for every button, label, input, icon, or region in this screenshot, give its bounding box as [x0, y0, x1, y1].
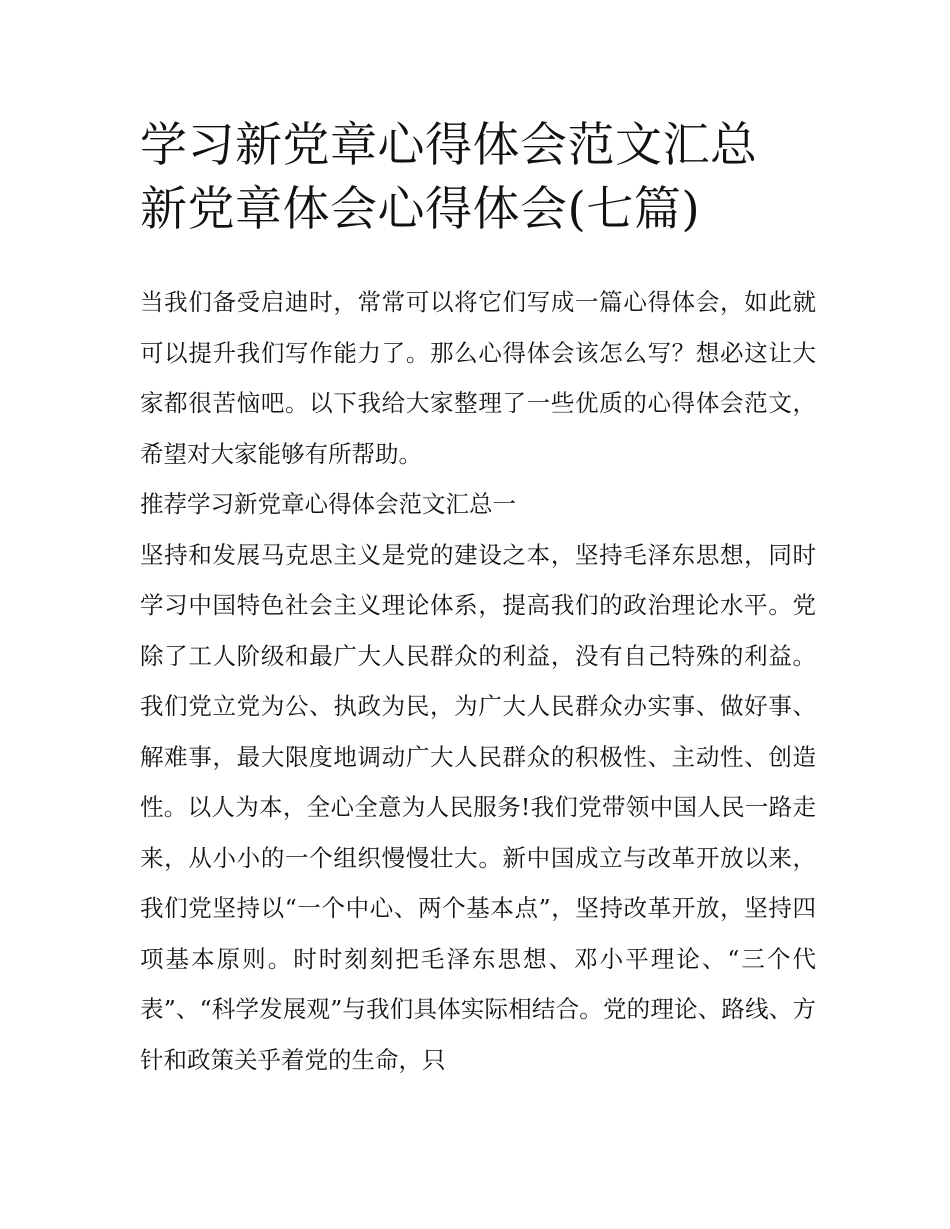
document-body — [140, 277, 816, 1085]
title-line-2: 新党章体会心得体会(七篇) — [140, 182, 701, 237]
title-line-1: 学习新党章心得体会范文汇总 — [140, 118, 758, 173]
section-heading: 推荐学习新党章心得体会范文汇总一 — [140, 490, 516, 518]
document-title — [140, 114, 820, 242]
section-body-paragraph: 坚持和发展马克思主义是党的建设之本，坚持毛泽东思想，同时学习中国特色社会主义理论体系，提高我们的政治理论水平。党除了工人阶级和最广大人民群众的利益，没有自己特殊的利益。我们党立党为公、执政为民，为广大人民群众办实事、做好事、解难事，最大限度地调动广大人民群众的积极性、主动性、创造性。以人为本，全心全意为人民服务!我们党带领中国人民一路走来，从小小的一个组织慢慢壮大。新中国成立与改革开放以来，我们党坚持以“一个中心、两个基本点”，坚持改革开放，坚持四项基本原则。时时刻刻把毛泽东思想、邓小平理论、“三个代表”、“科学发展观”与我们具体实际相结合。党的理论、路线、方针和政策关乎着党的生命，只 — [140, 540, 816, 1074]
intro-paragraph: 当我们备受启迪时，常常可以将它们写成一篇心得体会，如此就可以提升我们写作能力了。那么心得体会该怎么写？想必这让大家都很苦恼吧。以下我给大家整理了一些优质的心得体会范文，希望对大家能够有所帮助。 — [140, 288, 816, 468]
